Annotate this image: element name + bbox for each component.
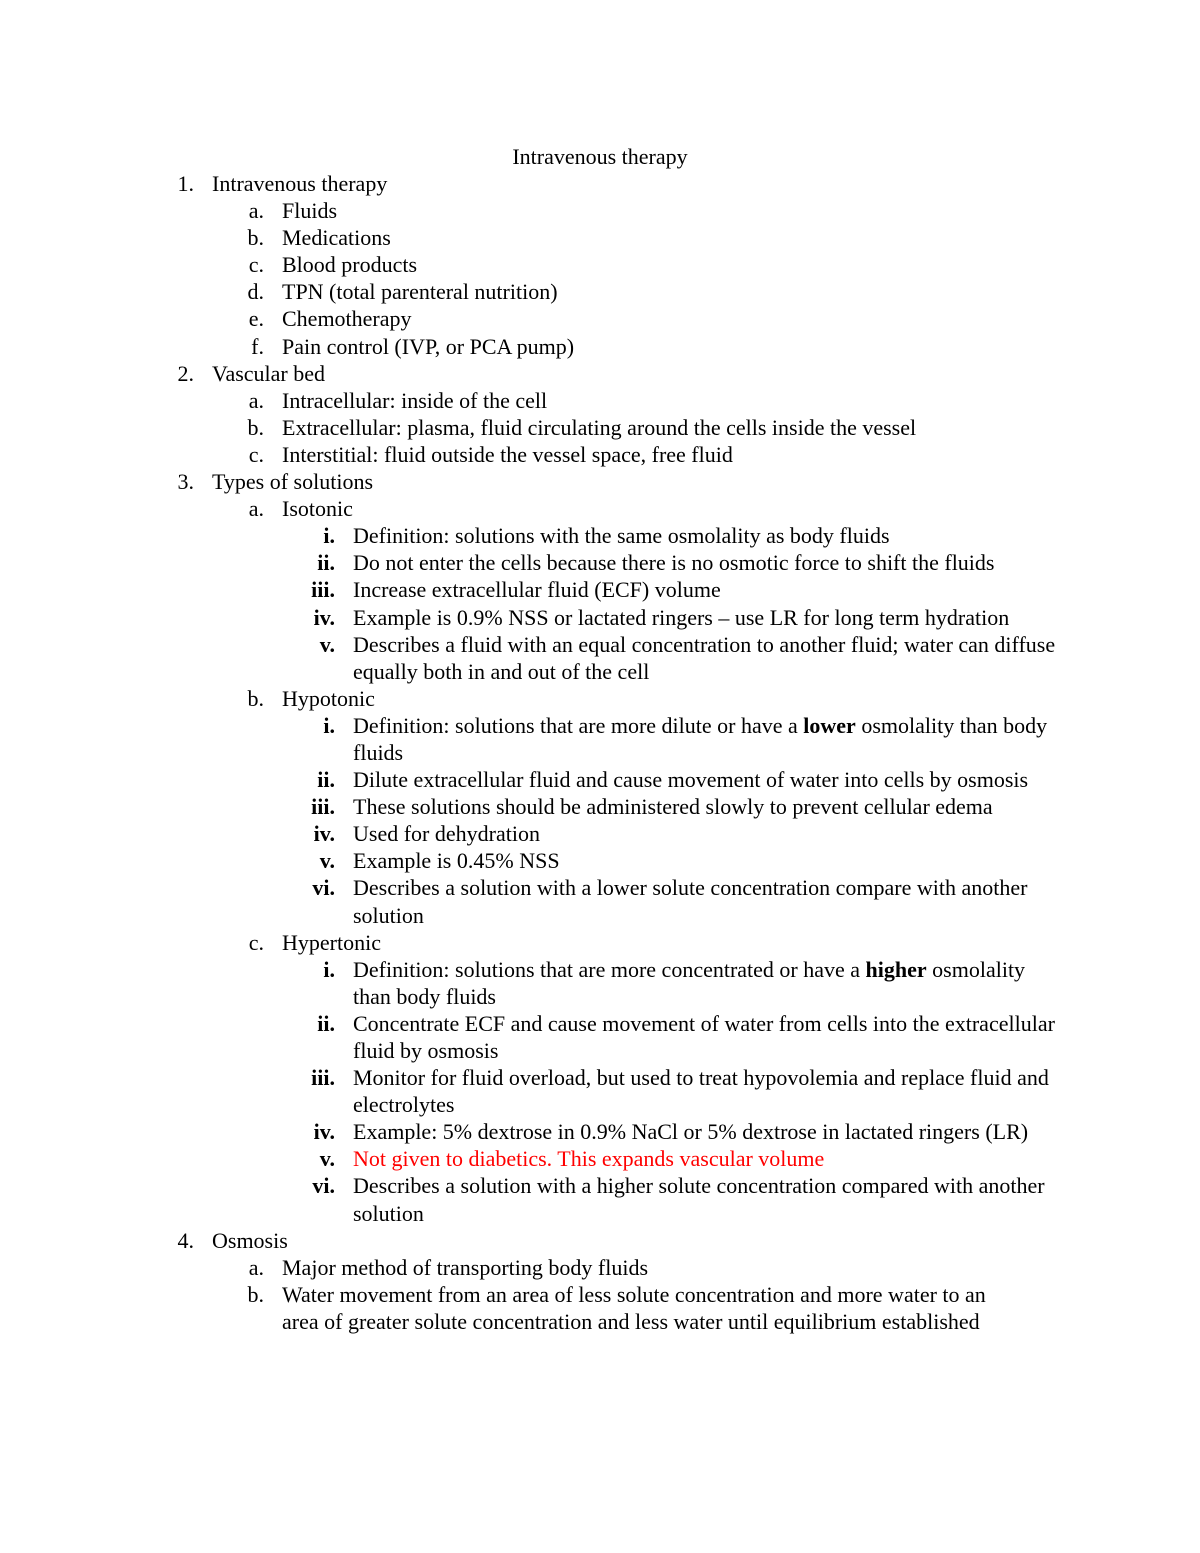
list-marker: b. bbox=[247, 414, 264, 440]
list-marker: ii. bbox=[317, 767, 335, 793]
list-item bbox=[0, 1227, 1200, 1254]
emphasis-text: lower bbox=[803, 712, 856, 738]
list-item-text: Hypertonic bbox=[282, 929, 381, 955]
list-marker: a. bbox=[248, 496, 264, 522]
list-item bbox=[0, 170, 1200, 197]
list-item bbox=[0, 1281, 1200, 1335]
list-item bbox=[0, 495, 1200, 522]
list-marker: b. bbox=[247, 685, 264, 711]
list-marker: f. bbox=[251, 333, 264, 359]
list-item bbox=[0, 929, 1200, 956]
list-marker: 4. bbox=[177, 1227, 194, 1253]
list-item bbox=[0, 387, 1200, 414]
document-title: Intravenous therapy bbox=[512, 144, 688, 169]
list-item-text: Intracellular: inside of the cell bbox=[282, 387, 548, 413]
list-item bbox=[0, 793, 1200, 820]
list-item-text bbox=[353, 956, 1058, 1010]
list-item bbox=[0, 874, 1200, 928]
list-marker: d. bbox=[247, 279, 264, 305]
text-segment: Definition: solutions that are more dilute or have a bbox=[353, 712, 804, 738]
list-item bbox=[0, 685, 1200, 712]
list-marker: b. bbox=[247, 225, 264, 251]
list-item bbox=[0, 766, 1200, 793]
list-marker: c. bbox=[248, 252, 264, 278]
list-item-text: Osmosis bbox=[212, 1227, 288, 1253]
list-marker: iv. bbox=[313, 604, 335, 630]
list-item bbox=[0, 1145, 1200, 1172]
list-item bbox=[0, 1064, 1200, 1118]
list-marker: iii. bbox=[311, 577, 335, 603]
list-marker: vi. bbox=[312, 875, 335, 901]
list-item bbox=[0, 360, 1200, 387]
list-item-text: Describes a solution with a lower solute concentration compare with another solution bbox=[353, 875, 1028, 928]
list-item-text: Chemotherapy bbox=[282, 306, 412, 332]
list-item bbox=[0, 333, 1200, 360]
list-marker: 2. bbox=[177, 360, 194, 386]
list-item bbox=[0, 576, 1200, 603]
list-marker: a. bbox=[248, 198, 264, 224]
list-item-text: Types of solutions bbox=[212, 469, 374, 495]
list-item-text: Example is 0.9% NSS or lactated ringers – use LR for long term hydration bbox=[353, 604, 1010, 630]
list-item-text: Concentrate ECF and cause movement of water from cells into the extracellular fluid by osmosis bbox=[353, 1010, 1055, 1063]
list-item-text: Describes a fluid with an equal concentration to another fluid; water can diffuse equally both in and out of the cell bbox=[353, 631, 1056, 684]
list-item-text: Pain control (IVP, or PCA pump) bbox=[282, 333, 575, 359]
list-item bbox=[0, 712, 1200, 766]
list-marker: v. bbox=[319, 848, 335, 874]
list-item-text: Water movement from an area of less solute concentration and more water to an area of greater solute concentration and less water until equilibrium established bbox=[282, 1281, 986, 1334]
list-item bbox=[0, 1118, 1200, 1145]
list-item-text: Increase extracellular fluid (ECF) volume bbox=[353, 577, 721, 603]
list-item bbox=[0, 522, 1200, 549]
list-item-text: Hypotonic bbox=[282, 685, 375, 711]
list-item bbox=[0, 224, 1200, 251]
list-marker: vi. bbox=[312, 1173, 335, 1199]
list-item-text: Monitor for fluid overload, but used to treat hypovolemia and replace fluid and electrolytes bbox=[353, 1065, 1049, 1118]
list-item-text: TPN (total parenteral nutrition) bbox=[282, 279, 558, 305]
emphasis-text: higher bbox=[865, 956, 927, 982]
list-item bbox=[0, 956, 1200, 1010]
list-marker: i. bbox=[323, 712, 335, 738]
list-item-text: Dilute extracellular fluid and cause movement of water into cells by osmosis bbox=[353, 767, 1029, 793]
list-item-text: Interstitial: fluid outside the vessel space, free fluid bbox=[282, 441, 733, 467]
outline-list bbox=[0, 170, 1200, 1335]
list-marker: e. bbox=[248, 306, 264, 332]
list-item bbox=[0, 631, 1200, 685]
list-marker: i. bbox=[323, 956, 335, 982]
list-marker: b. bbox=[247, 1281, 264, 1307]
list-item-text: Definition: solutions with the same osmolality as body fluids bbox=[353, 523, 890, 549]
highlighted-note: Not given to diabetics. This expands vascular volume bbox=[353, 1146, 825, 1172]
list-item bbox=[0, 604, 1200, 631]
list-marker: ii. bbox=[317, 550, 335, 576]
list-item bbox=[0, 820, 1200, 847]
list-item-text: Do not enter the cells because there is no osmotic force to shift the fluids bbox=[353, 550, 995, 576]
list-item-text: Example is 0.45% NSS bbox=[353, 848, 560, 874]
list-marker: 1. bbox=[177, 171, 194, 196]
list-item-text: Used for dehydration bbox=[353, 821, 540, 847]
list-item bbox=[0, 305, 1200, 332]
list-item bbox=[0, 197, 1200, 224]
list-item-text: Medications bbox=[282, 225, 391, 251]
list-item bbox=[0, 1172, 1200, 1226]
list-item bbox=[0, 414, 1200, 441]
list-marker: a. bbox=[248, 387, 264, 413]
list-item-text: Example: 5% dextrose in 0.9% NaCl or 5% dextrose in lactated ringers (LR) bbox=[353, 1119, 1029, 1145]
text-segment: Definition: solutions that are more concentrated or have a bbox=[353, 956, 866, 982]
list-item bbox=[0, 549, 1200, 576]
list-item bbox=[0, 278, 1200, 305]
list-item-text: Intravenous therapy bbox=[212, 171, 388, 196]
list-item-text: Blood products bbox=[282, 252, 418, 278]
list-item-text: Major method of transporting body fluids bbox=[282, 1254, 649, 1280]
text-segment: osmolality than body fluids bbox=[353, 712, 1048, 765]
list-marker: c. bbox=[248, 929, 264, 955]
list-marker: iii. bbox=[311, 1065, 335, 1091]
list-item bbox=[0, 1010, 1200, 1064]
list-item bbox=[0, 468, 1200, 495]
list-item-text: Isotonic bbox=[282, 496, 353, 522]
list-marker: 3. bbox=[177, 469, 194, 495]
list-item-text: Describes a solution with a higher solute concentration compared with another solution bbox=[353, 1173, 1045, 1226]
list-item bbox=[0, 847, 1200, 874]
text-segment: osmolality than body fluids bbox=[353, 956, 1026, 1009]
list-marker: iii. bbox=[311, 794, 335, 820]
list-marker: i. bbox=[323, 523, 335, 549]
list-marker: v. bbox=[319, 1146, 335, 1172]
list-marker: iv. bbox=[313, 821, 335, 847]
list-item-text: Fluids bbox=[282, 198, 338, 224]
list-item-text: These solutions should be administered slowly to prevent cellular edema bbox=[353, 794, 993, 820]
list-item-text bbox=[353, 712, 1058, 766]
list-item-text: Vascular bed bbox=[212, 360, 326, 386]
list-item bbox=[0, 251, 1200, 278]
list-item bbox=[0, 441, 1200, 468]
list-marker: c. bbox=[248, 441, 264, 467]
list-item-text: Extracellular: plasma, fluid circulating around the cells inside the vessel bbox=[282, 414, 917, 440]
list-marker: iv. bbox=[313, 1119, 335, 1145]
list-marker: v. bbox=[319, 631, 335, 657]
list-marker: ii. bbox=[317, 1010, 335, 1036]
list-item bbox=[0, 1254, 1200, 1281]
list-marker: a. bbox=[248, 1254, 264, 1280]
